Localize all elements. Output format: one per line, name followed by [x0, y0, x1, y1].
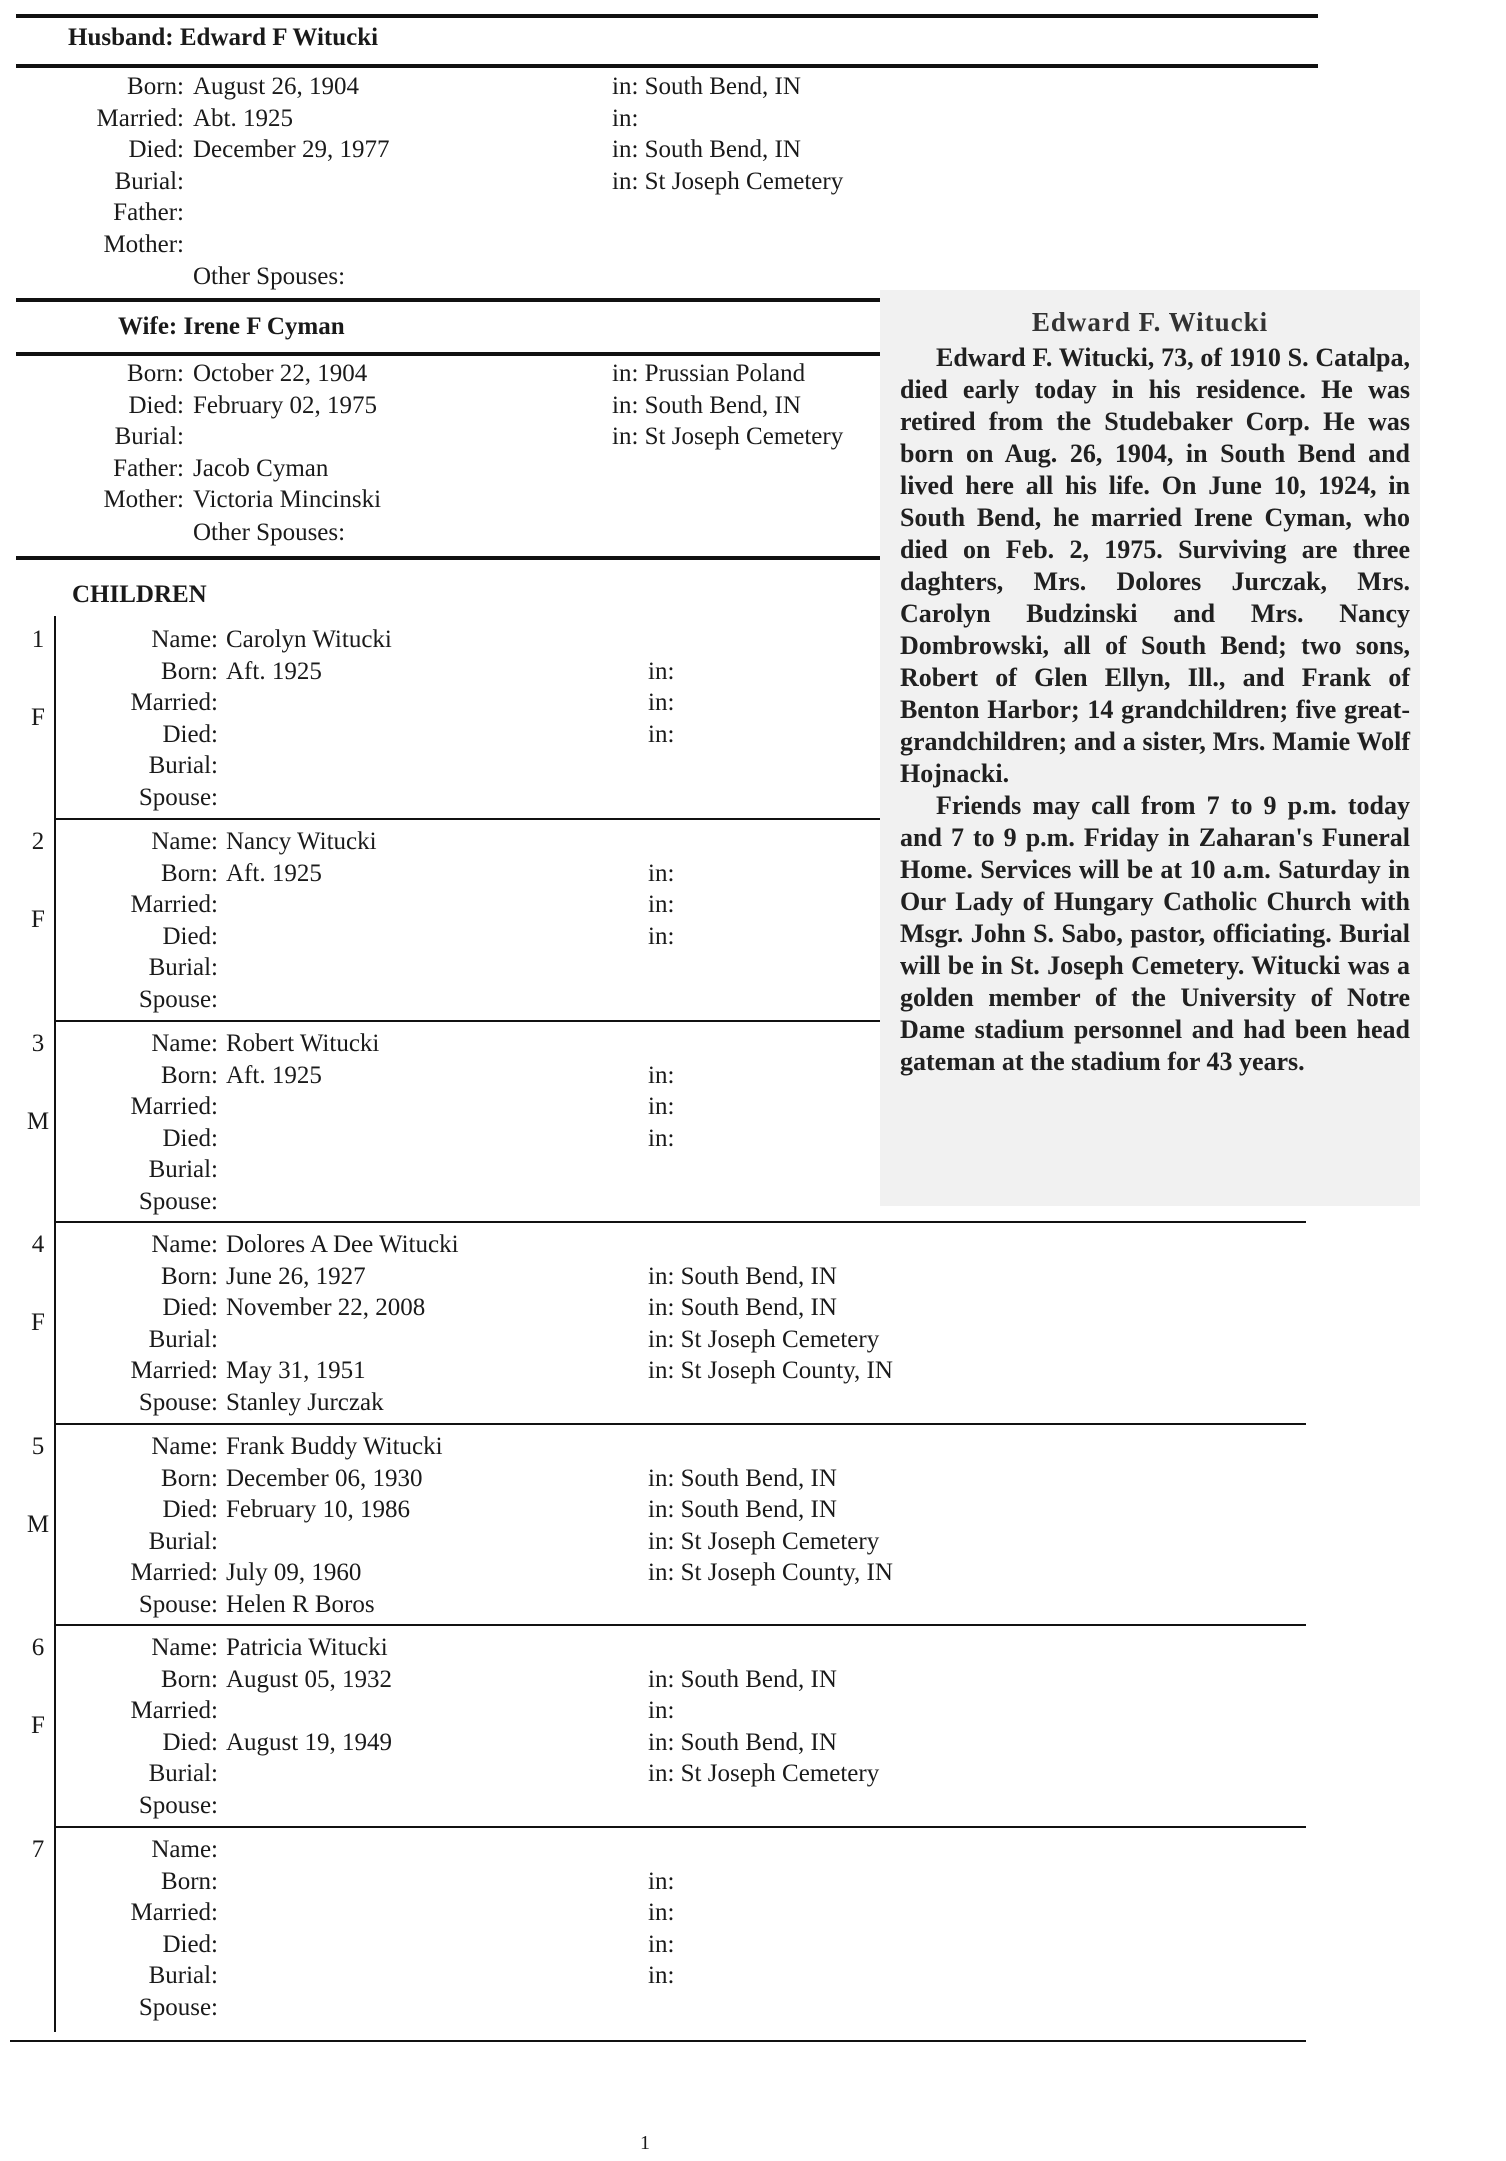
child-fact-value: Aft. 1925: [226, 1061, 322, 1089]
child-fact-value: June 26, 1927: [226, 1262, 366, 1290]
child-fact-label: Name:: [151, 1030, 218, 1057]
child-fact-label: Born:: [161, 1665, 218, 1693]
child-fact-label: Name:: [151, 1634, 218, 1661]
husband-name: Edward F Witucki: [179, 24, 379, 51]
husband-fact-place: in: St Joseph Cemetery: [612, 167, 844, 195]
child-fact-label: Died:: [162, 1124, 218, 1152]
child-fact-label: Name:: [151, 1836, 218, 1863]
child-fact-place: in:: [648, 1124, 675, 1152]
child-sex: F: [31, 906, 45, 933]
obituary-title: Edward F. Witucki: [1031, 307, 1269, 337]
wife-fact-place: in: Prussian Poland: [612, 360, 806, 387]
child-fact-label: Spouse:: [138, 1590, 218, 1618]
child-number: 2: [31, 828, 45, 855]
child-separator-rule: [54, 1423, 1306, 1425]
wife-fact-place: in: South Bend, IN: [612, 391, 801, 419]
wife-top-rule: [16, 298, 926, 302]
wife-fact-label: Burial:: [114, 423, 184, 450]
child-fact-place: in: South Bend, IN: [648, 1294, 837, 1321]
child-fact-label: Name:: [151, 626, 218, 653]
child-sex: F: [31, 704, 45, 731]
child-fact-value: Carolyn Witucki: [226, 626, 392, 653]
wife-fact-value: October 22, 1904: [193, 360, 368, 387]
child-fact-place: in:: [648, 1061, 675, 1089]
wife-header-label: Wife:: [118, 313, 178, 340]
wife-fact-label: Died:: [128, 391, 184, 419]
obituary-paragraph: Edward F. Witucki, 73, of 1910 S. Catalpa, died early today in his residence. He was retired from the Studebaker Corp. He was born on Aug. 26, 1904, in South Bend and lived here all his life. On June 10, 1924, in South Bend, he married Irene Cyman, who died on Feb. 2, 1975. Surviving are three daghters, Mrs. Dolores Jurczak, Mrs. Carolyn Budzinski and Mrs. Nancy Dombrowski, all of South Bend; two sons, Robert of Glen Ellyn, Ill., and Frank of Benton Harbor; 14 grandchildren; five great-grandchildren; and a sister, Mrs. Mamie Wolf Hojnacki.: [900, 343, 1410, 788]
child-fact-label: Born:: [161, 1262, 218, 1290]
husband-header-label: Husband:: [68, 24, 174, 51]
child-fact-label: Died:: [162, 1728, 218, 1756]
page-number: 1: [640, 2132, 650, 2154]
child-fact-value: November 22, 2008: [226, 1294, 426, 1321]
child-fact-label: Name:: [151, 1231, 218, 1258]
child-fact-label: Spouse:: [138, 1993, 218, 2021]
child-fact-place: in:: [648, 1930, 675, 1958]
child-fact-label: Name:: [151, 828, 218, 855]
wife-fact-value: Victoria Mincinski: [193, 486, 382, 513]
child-fact-value: May 31, 1951: [226, 1357, 366, 1384]
child-fact-value: August 05, 1932: [226, 1665, 392, 1693]
wife-fact-label: Father:: [113, 454, 184, 482]
obituary-body: [880, 338, 1420, 1078]
child-fact-place: in:: [648, 689, 675, 716]
child-fact-place: in: South Bend, IN: [648, 1262, 837, 1290]
husband-fact-label: Born:: [127, 73, 184, 100]
child-fact-place: in:: [648, 1962, 675, 1989]
child-separator-rule: [54, 1624, 1306, 1626]
child-fact-place: in: South Bend, IN: [648, 1464, 837, 1492]
child-fact-label: Burial:: [148, 1527, 218, 1555]
husband-fact-label: Father:: [113, 199, 184, 226]
child-fact-label: Burial:: [148, 954, 218, 981]
wife-other-spouses: Other Spouses:: [193, 519, 346, 546]
child-number: 3: [31, 1030, 45, 1057]
husband-fact-label: Burial:: [114, 167, 184, 195]
child-fact-value: Patricia Witucki: [226, 1634, 388, 1661]
child-fact-label: Spouse:: [138, 783, 218, 811]
child-fact-label: Married:: [130, 1559, 218, 1586]
child-fact-label: Married:: [130, 891, 218, 918]
child-fact-value: July 09, 1960: [226, 1559, 362, 1586]
child-fact-label: Died:: [162, 1496, 218, 1523]
child-fact-place: in:: [648, 657, 675, 685]
wife-fact-label: Mother:: [103, 486, 184, 513]
child-fact-place: in: St Joseph Cemetery: [648, 1760, 880, 1787]
husband-fact-place: in: South Bend, IN: [612, 73, 801, 100]
child-fact-place: in:: [648, 1697, 675, 1724]
child-fact-place: in: South Bend, IN: [648, 1728, 837, 1756]
child-fact-place: in:: [648, 1899, 675, 1926]
child-fact-place: in:: [648, 891, 675, 918]
child-fact-value: Frank Buddy Witucki: [226, 1433, 443, 1460]
husband-fact-value: December 29, 1977: [193, 136, 390, 163]
child-fact-value: Aft. 1925: [226, 657, 322, 685]
child-sex: M: [26, 1108, 50, 1135]
child-fact-label: Married:: [130, 1899, 218, 1926]
child-separator-rule: [10, 2040, 1306, 2042]
child-fact-label: Spouse:: [138, 1187, 218, 1215]
husband-header: [68, 22, 378, 53]
child-fact-value: Aft. 1925: [226, 859, 322, 887]
child-fact-value: Stanley Jurczak: [226, 1388, 384, 1416]
children-top-rule: [16, 556, 926, 560]
wife-fact-value: Jacob Cyman: [193, 454, 329, 482]
wife-fact-place: in: St Joseph Cemetery: [612, 423, 844, 450]
child-fact-place: in:: [648, 1093, 675, 1120]
child-number: 5: [31, 1433, 45, 1460]
child-fact-label: Died:: [162, 922, 218, 950]
husband-fact-place: in: South Bend, IN: [612, 136, 801, 163]
child-fact-place: in: South Bend, IN: [648, 1496, 837, 1523]
child-number: 1: [31, 626, 45, 653]
wife-fact-label: Born:: [127, 360, 184, 387]
child-fact-label: Spouse:: [138, 1791, 218, 1819]
child-fact-label: Burial:: [148, 1156, 218, 1183]
husband-fact-value: August 26, 1904: [193, 73, 359, 100]
child-fact-value: August 19, 1949: [226, 1728, 392, 1756]
child-fact-place: in:: [648, 720, 675, 748]
children-heading: CHILDREN: [72, 581, 207, 608]
child-fact-place: in: St Joseph Cemetery: [648, 1325, 880, 1353]
child-separator-rule: [54, 1826, 1306, 1828]
obituary-clipping: [880, 290, 1420, 1206]
child-fact-label: Died:: [162, 720, 218, 748]
obituary-paragraph: Friends may call from 7 to 9 p.m. today and 7 to 9 p.m. Friday in Zaharan's Funeral Home. Services will be at 10 a.m. Saturday in Our Lady of Hungary Catholic Church with Msgr. John S. Sabo, pastor, officiating. Burial will be in St. Joseph Cemetery. Witucki was a golden member of the University of Notre Dame stadium personnel and had been head gateman at the stadium for 43 years.: [900, 791, 1410, 1076]
child-fact-label: Burial:: [148, 752, 218, 779]
child-fact-label: Name:: [151, 1433, 218, 1460]
husband-fact-label: Died:: [128, 136, 184, 163]
child-fact-value: Robert Witucki: [226, 1030, 380, 1057]
child-fact-label: Born:: [161, 859, 218, 887]
child-fact-place: in: St Joseph County, IN: [648, 1559, 893, 1586]
child-fact-label: Born:: [161, 1061, 218, 1089]
child-fact-label: Burial:: [148, 1325, 218, 1353]
child-fact-label: Married:: [130, 1697, 218, 1724]
child-fact-label: Married:: [130, 1357, 218, 1384]
wife-header: [118, 311, 345, 342]
child-sex: M: [26, 1511, 50, 1538]
child-fact-place: in: St Joseph Cemetery: [648, 1527, 880, 1555]
child-fact-label: Born:: [161, 1867, 218, 1895]
child-fact-label: Married:: [130, 689, 218, 716]
husband-other-spouses: Other Spouses:: [193, 263, 346, 290]
husband-fact-place: in:: [612, 104, 639, 132]
husband-header-rule: [16, 64, 1318, 68]
husband-fact-value: Abt. 1925: [193, 104, 293, 132]
child-fact-label: Born:: [161, 1464, 218, 1492]
child-number: 4: [31, 1231, 45, 1258]
child-fact-label: Spouse:: [138, 1388, 218, 1416]
wife-header-rule: [16, 352, 926, 356]
child-fact-label: Burial:: [148, 1962, 218, 1989]
wife-name: Irene F Cyman: [183, 313, 345, 340]
child-fact-value: December 06, 1930: [226, 1464, 423, 1492]
child-fact-label: Married:: [130, 1093, 218, 1120]
child-number: 7: [31, 1836, 45, 1863]
child-fact-label: Born:: [161, 657, 218, 685]
child-fact-place: in:: [648, 1867, 675, 1895]
top-rule: [16, 14, 1318, 18]
child-sex: F: [31, 1712, 45, 1739]
child-fact-value: Helen R Boros: [226, 1590, 375, 1618]
husband-fact-label: Married:: [96, 104, 184, 132]
child-fact-value: Dolores A Dee Witucki: [226, 1231, 459, 1258]
child-fact-place: in: St Joseph County, IN: [648, 1357, 893, 1384]
husband-fact-label: Mother:: [103, 230, 184, 258]
child-fact-place: in:: [648, 922, 675, 950]
child-fact-label: Spouse:: [138, 985, 218, 1013]
child-fact-label: Died:: [162, 1930, 218, 1958]
child-fact-place: in:: [648, 859, 675, 887]
child-fact-label: Died:: [162, 1294, 218, 1321]
child-fact-value: Nancy Witucki: [226, 828, 377, 855]
child-fact-label: Burial:: [148, 1760, 218, 1787]
child-fact-value: February 10, 1986: [226, 1496, 410, 1523]
child-separator-rule: [54, 1221, 1306, 1223]
wife-fact-value: February 02, 1975: [193, 391, 377, 419]
child-number: 6: [31, 1634, 45, 1661]
child-sex: F: [31, 1309, 45, 1336]
child-fact-place: in: South Bend, IN: [648, 1665, 837, 1693]
